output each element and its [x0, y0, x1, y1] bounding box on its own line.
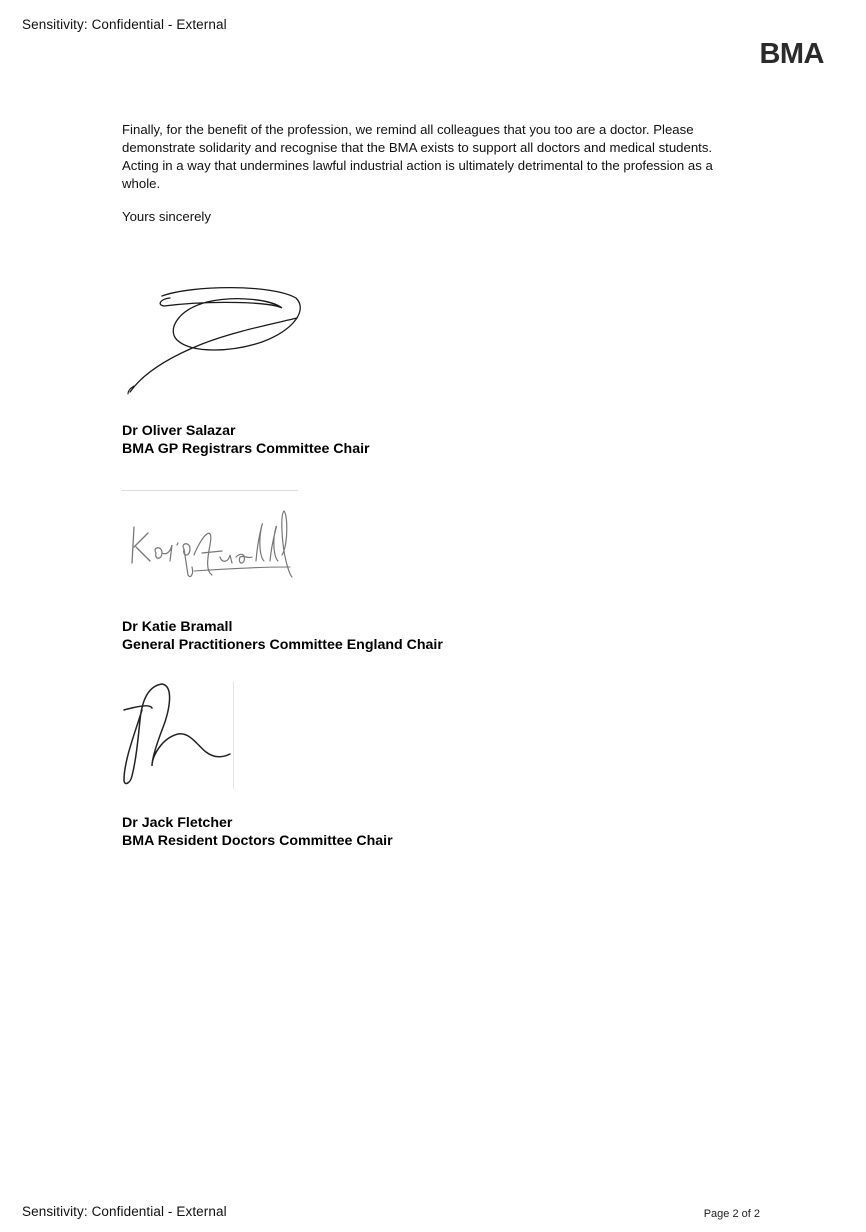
bma-logo: BMA [759, 38, 824, 70]
divider [122, 490, 298, 491]
page-number: Page 2 of 2 [703, 1208, 760, 1220]
signatory-role: BMA GP Registrars Committee Chair [122, 441, 370, 457]
sensitivity-label-top: Sensitivity: Confidential - External [22, 17, 227, 32]
sign-off: Yours sincerely [122, 209, 211, 224]
signature-image-3 [118, 680, 238, 790]
signatory-name: Dr Oliver Salazar [122, 423, 236, 439]
signatory-name: Dr Katie Bramall [122, 619, 233, 635]
closing-paragraph: Finally, for the benefit of the profession, we remind all colleagues that you too are a doctor. Please demonstrate solidarity and recognise that the BMA exists to support all doctors and medical students. Acting in a way that undermines lawful industrial action is ultimately detrimental to the profession as a whole. [122, 122, 713, 191]
signatory-name: Dr Jack Fletcher [122, 815, 233, 831]
signatory-role: General Practitioners Committee England Chair [122, 637, 443, 653]
divider [233, 682, 234, 789]
signatory-role: BMA Resident Doctors Committee Chair [122, 833, 393, 849]
signature-image-1 [122, 280, 307, 402]
signature-image-2 [122, 505, 297, 583]
sensitivity-label-bottom: Sensitivity: Confidential - External [22, 1204, 227, 1219]
